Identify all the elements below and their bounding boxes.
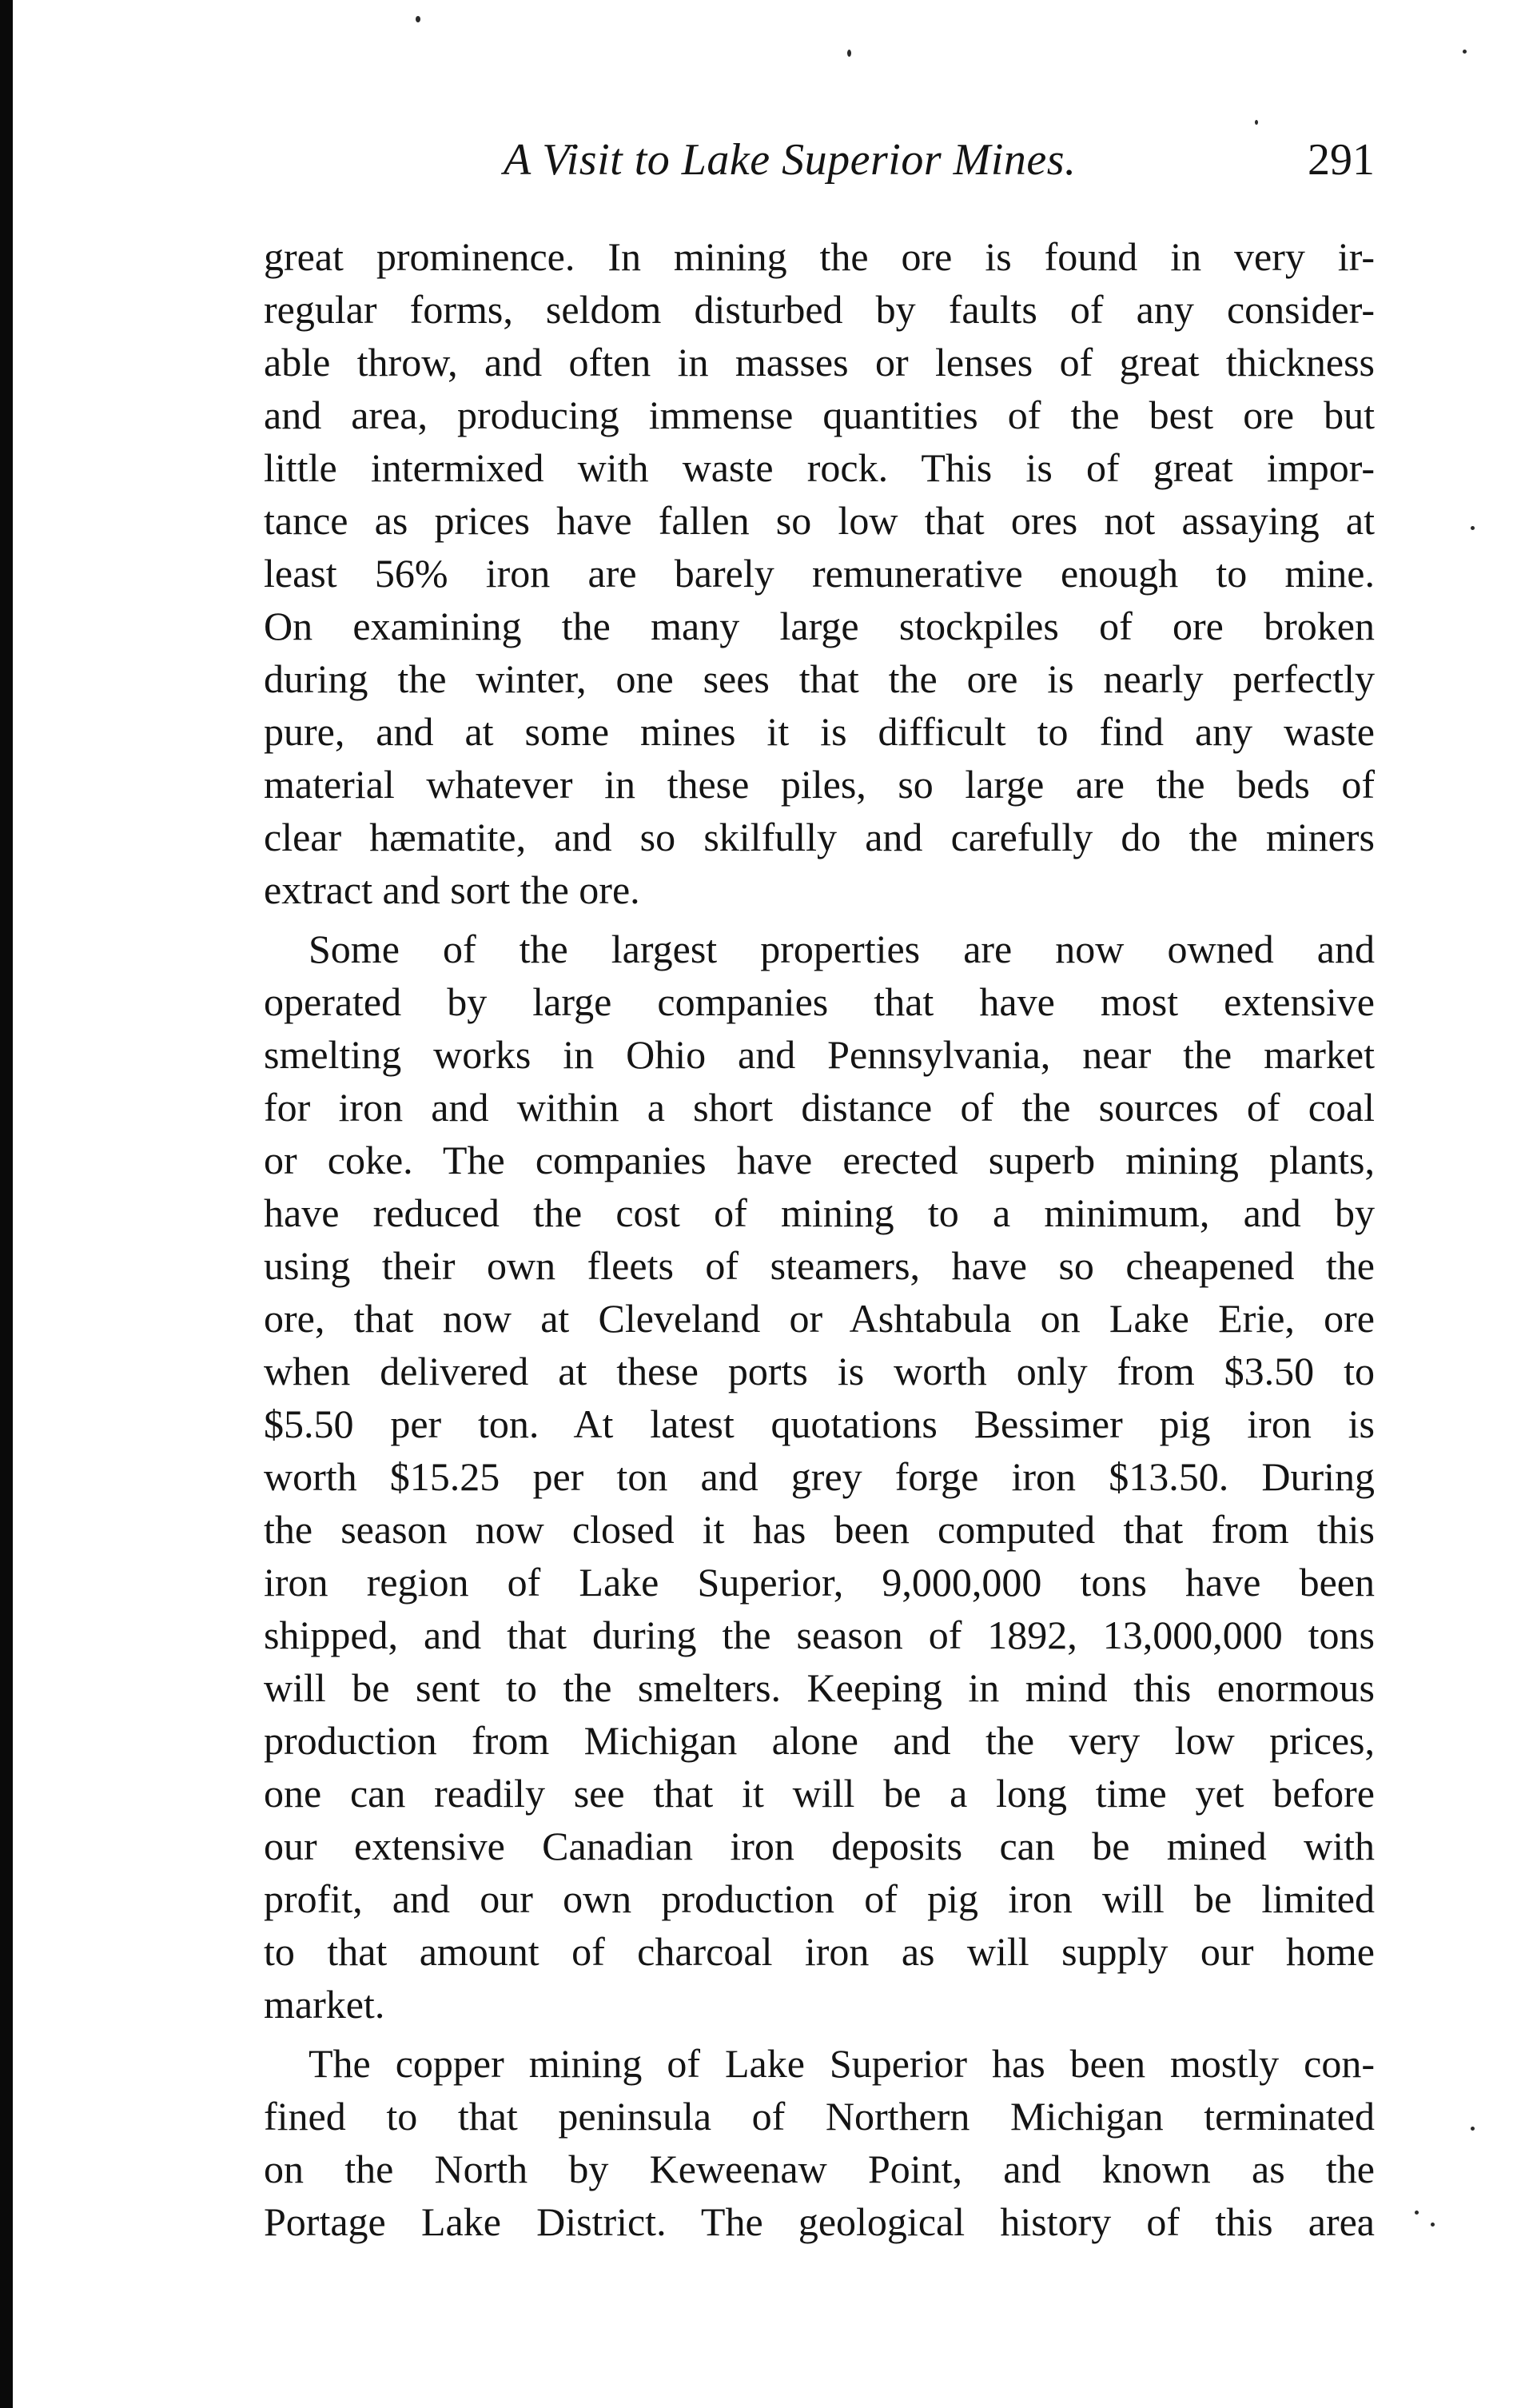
scan-speck: [1431, 2223, 1435, 2227]
text-line: the season now closed it has been computed that from this: [264, 1507, 1375, 1552]
scan-speck: [1255, 120, 1258, 125]
scan-edge-bar: [0, 0, 13, 2408]
paragraph-companies: [264, 923, 1375, 2031]
text-line: ore, that now at Cleveland or Ashtabula on Lake Erie, ore: [264, 1296, 1375, 1341]
text-line: on the North by Keweenaw Point, and known as the: [264, 2147, 1375, 2191]
text-line: operated by large companies that have most extensive: [264, 979, 1375, 1024]
text-line: using their own fleets of steamers, have so cheapened the: [264, 1243, 1375, 1288]
paragraph-copper: [264, 2037, 1375, 2248]
text-line: On examining the many large stockpiles of ore broken: [264, 604, 1375, 648]
text-line: clear hæmatite, and so skilfully and carefully do the miners: [264, 815, 1375, 859]
text-line: and area, producing immense quantities of the best ore but: [264, 393, 1375, 437]
text-line: one can readily see that it will be a long time yet before: [264, 1771, 1375, 1816]
text-line: Portage Lake District. The geological history of this area: [264, 2199, 1375, 2244]
paragraph-gap: [264, 916, 1375, 923]
paragraph-iron-ore: [264, 230, 1375, 916]
text-line: to that amount of charcoal iron as will supply our home: [264, 1929, 1375, 1974]
text-line: The copper mining of Lake Superior has been mostly con-: [309, 2041, 1375, 2086]
scan-speck: [1415, 2211, 1419, 2215]
text-line: when delivered at these ports is worth only from $3.50 to: [264, 1349, 1375, 1393]
text-line: able throw, and often in masses or lenses of great thickness: [264, 340, 1375, 385]
text-line: our extensive Canadian iron deposits can be mined with: [264, 1824, 1375, 1868]
text-line: Some of the largest properties are now owned and: [309, 927, 1375, 971]
text-line: shipped, and that during the season of 1892, 13,000,000 tons: [264, 1613, 1375, 1657]
scan-speck: [1463, 50, 1467, 54]
body-text: [264, 230, 1375, 2248]
text-line: tance as prices have fallen so low that ores not assaying at: [264, 498, 1375, 543]
text-line: little intermixed with waste rock. This is of great impor-: [264, 445, 1375, 490]
text-line: extract and sort the ore.: [264, 867, 640, 912]
text-line: during the winter, one sees that the ore is nearly perfectly: [264, 656, 1375, 701]
text-line: great prominence. In mining the ore is found in very ir-: [264, 234, 1375, 279]
text-line: $5.50 per ton. At latest quotations Bessimer pig iron is: [264, 1401, 1375, 1446]
text-line: pure, and at some mines it is difficult to find any waste: [264, 709, 1375, 754]
text-line: have reduced the cost of mining to a minimum, and by: [264, 1190, 1375, 1235]
text-line: smelting works in Ohio and Pennsylvania, near the market: [264, 1032, 1375, 1077]
text-line: regular forms, seldom disturbed by faults of any consider-: [264, 287, 1375, 332]
text-line: iron region of Lake Superior, 9,000,000 tons have been: [264, 1560, 1375, 1605]
scan-speck: [1471, 2127, 1475, 2131]
paragraph-gap: [264, 2031, 1375, 2037]
text-line: market.: [264, 1982, 385, 2027]
text-line: for iron and within a short distance of the sources of coal: [264, 1085, 1375, 1130]
scan-speck: [416, 16, 420, 22]
scan-speck: [847, 50, 851, 57]
text-line: material whatever in these piles, so large are the beds of: [264, 762, 1375, 807]
text-line: profit, and our own production of pig iron will be limited: [264, 1876, 1375, 1921]
text-line: will be sent to the smelters. Keeping in mind this enormous: [264, 1665, 1375, 1710]
scan-speck: [1471, 526, 1475, 530]
running-title: A Visit to Lake Superior Mines.: [504, 135, 1077, 185]
text-line: least 56% iron are barely remunerative enough to mine.: [264, 551, 1375, 596]
running-header: [264, 134, 1375, 198]
text-line: or coke. The companies have erected superb mining plants,: [264, 1138, 1375, 1182]
text-line: worth $15.25 per ton and grey forge iron $13.50. During: [264, 1454, 1375, 1499]
text-line: fined to that peninsula of Northern Michigan terminated: [264, 2094, 1375, 2139]
page-number: 291: [1308, 135, 1375, 185]
text-line: production from Michigan alone and the very low prices,: [264, 1718, 1375, 1763]
